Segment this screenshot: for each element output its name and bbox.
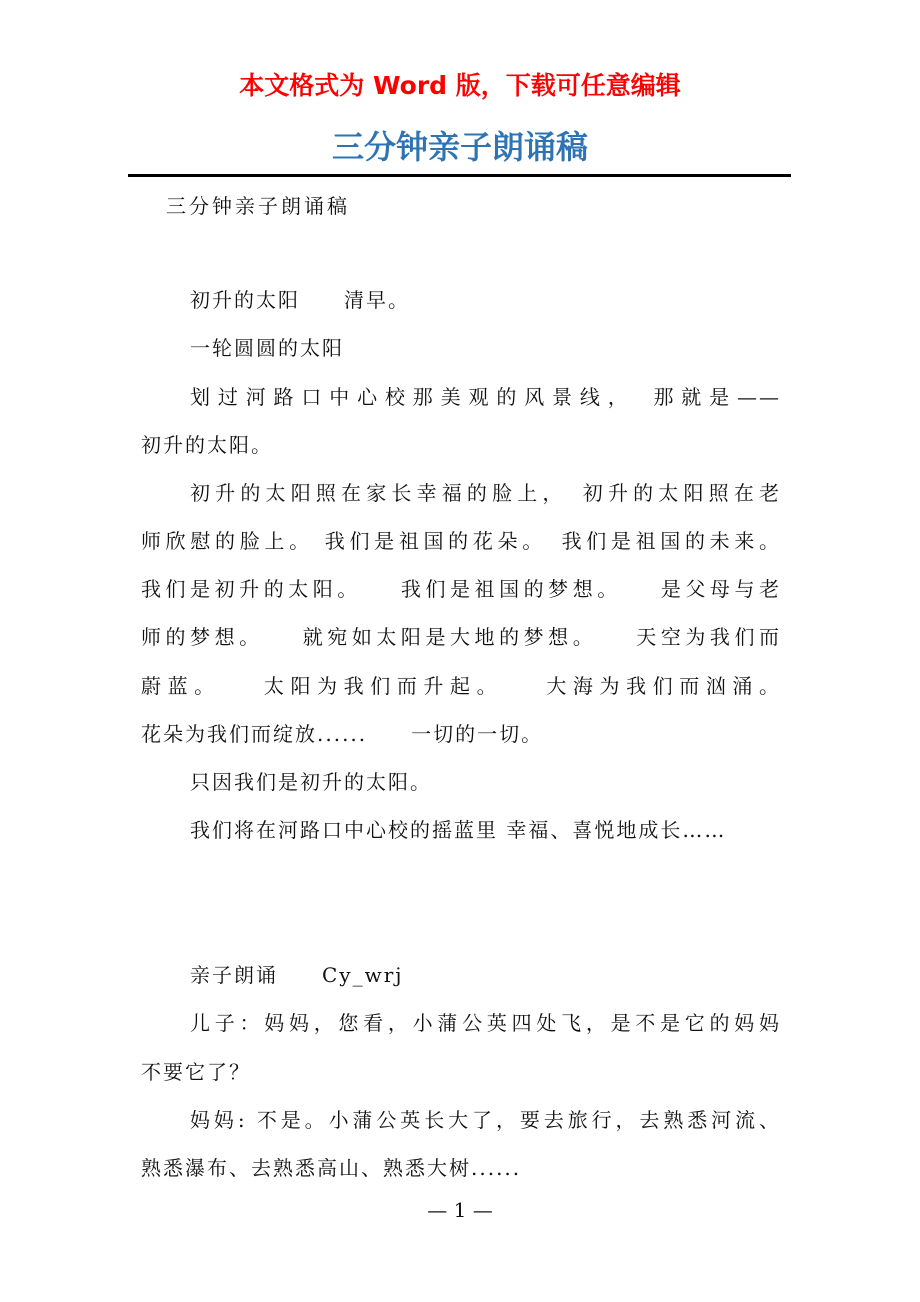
body-line: 一轮圆圆的太阳 <box>190 336 344 360</box>
header-rule <box>128 174 791 177</box>
body-line: 熟悉瀑布、去熟悉高山、熟悉大树...... <box>141 1156 522 1180</box>
body-line: 儿子：妈妈，您看，小蒲公英四处飞，是不是它的妈妈 <box>190 1011 781 1035</box>
body-line: 我们是初升的太阳。 我们是祖国的梦想。 是父母与老 <box>141 577 781 601</box>
document-title: 三分钟亲子朗诵稿 <box>331 128 588 166</box>
download-banner: 本文格式为 Word 版，下载可任意编辑 <box>239 71 681 100</box>
body-line: 划过河路口中心校那美观的风景线， 那就是—— <box>190 385 781 409</box>
body-line: 初升的太阳照在家长幸福的脸上， 初升的太阳照在老 <box>190 481 781 505</box>
body-line: 蔚蓝。 太阳为我们而升起。 大海为我们而汹涌。 <box>141 674 781 698</box>
body-line: 初升的太阳。 <box>141 433 273 457</box>
body-line: 我们将在河路口中心校的摇蓝里 幸福、喜悦地成长…… <box>190 818 727 842</box>
body-line: 花朵为我们而绽放...... 一切的一切。 <box>141 722 544 746</box>
body-line: 师欣慰的脸上。 我们是祖国的花朵。 我们是祖国的未来。 <box>141 529 781 553</box>
body-line: 初升的太阳 清早。 <box>190 288 410 312</box>
page-number: — 1 — <box>427 1198 493 1222</box>
document-subtitle: 三分钟亲子朗诵稿 <box>166 194 350 218</box>
body-line: 妈妈: 不是。小蒲公英长大了，要去旅行，去熟悉河流、 <box>190 1108 781 1132</box>
body-line: 只因我们是初升的太阳。 <box>190 770 432 794</box>
body-line: 亲子朗诵 Cy_wrj <box>190 963 404 987</box>
body-line: 师的梦想。 就宛如太阳是大地的梦想。 天空为我们而 <box>141 625 781 649</box>
body-line: 不要它了？ <box>141 1060 251 1084</box>
